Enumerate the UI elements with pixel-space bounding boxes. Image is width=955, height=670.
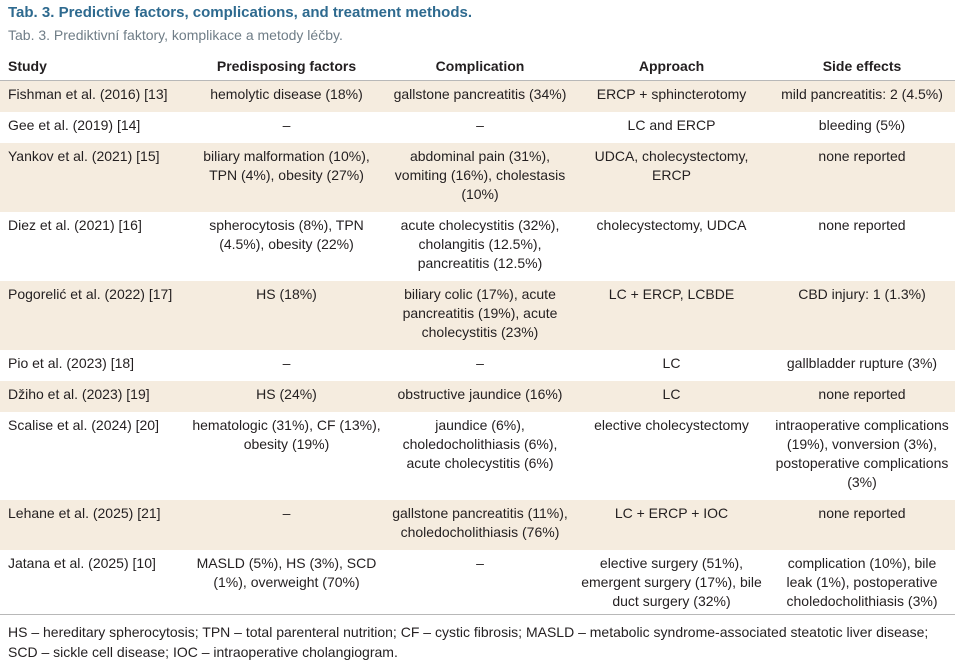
cell-study: Gee et al. (2019) [14]	[8, 117, 141, 133]
cell-study: Fishman et al. (2016) [13]	[0, 81, 187, 113]
column-header-complication: Complication	[386, 52, 574, 81]
column-header-study: Study	[0, 52, 187, 81]
cell-predisposing-factors: –	[282, 355, 291, 371]
cell-predisposing-factors: hematologic (31%), CF (13%), obesity (19%)	[192, 417, 381, 452]
cell-complication: –	[476, 117, 484, 133]
cell-study: Džiho et al. (2023) [19]	[0, 381, 187, 412]
table-row	[0, 350, 955, 381]
cell-complication: acute cholecystitis (32%), cholangitis (12.5%), pancreatitis (12.5%)	[400, 217, 560, 271]
cell-approach: elective cholecystectomy	[594, 417, 749, 433]
cell-study: Pio et al. (2023) [18]	[8, 355, 135, 371]
cell-predisposing-factors: biliary malformation (10%), TPN (4%), obesity (27%)	[187, 143, 386, 212]
cell-study: Pogorelić et al. (2022) [17]	[0, 281, 187, 350]
cell-side-effects: mild pancreatitis: 2 (4.5%)	[769, 81, 955, 113]
table-row	[0, 281, 955, 350]
cell-approach: UDCA, cholecystectomy, ERCP	[574, 143, 769, 212]
cell-side-effects: none reported	[818, 217, 906, 233]
cell-side-effects: bleeding (5%)	[818, 117, 906, 133]
cell-side-effects: CBD injury: 1 (1.3%)	[769, 281, 955, 350]
table-row	[0, 212, 955, 281]
cell-approach: LC	[574, 381, 769, 412]
table-footnote: HS – hereditary spherocytosis; TPN – total parenteral nutrition; CF – cystic fibrosis; MASLD – metabolic syndrome-associated steatotic liver disease; SCD – sickle cell disease; IOC – intraoperative cholangiogram.	[8, 624, 929, 660]
column-header-predisposing-factors: Predisposing factors	[187, 52, 386, 81]
cell-predisposing-factors: –	[282, 117, 291, 133]
cell-approach: cholecystectomy, UDCA	[596, 217, 747, 233]
cell-study: Lehane et al. (2025) [21]	[0, 500, 187, 550]
column-header-approach: Approach	[574, 52, 769, 81]
cell-predisposing-factors: spherocytosis (8%), TPN (4.5%), obesity (22%)	[209, 217, 364, 252]
cell-approach: LC + ERCP, LCBDE	[574, 281, 769, 350]
cell-approach: elective surgery (51%), emergent surgery (17%), bile duct surgery (32%)	[581, 555, 762, 609]
cell-side-effects: none reported	[769, 143, 955, 212]
cell-complication: biliary colic (17%), acute pancreatitis (19%), acute cholecystitis (23%)	[386, 281, 574, 350]
cell-approach: ERCP + sphincterotomy	[574, 81, 769, 113]
header-row	[0, 52, 955, 81]
cell-study: Jatana et al. (2025) [10]	[8, 555, 156, 571]
data-table	[0, 52, 955, 619]
cell-side-effects: intraoperative complications (19%), vonversion (3%), postoperative complications (3%)	[775, 417, 949, 490]
cell-complication: gallstone pancreatitis (34%)	[386, 81, 574, 113]
table-title: Tab. 3. Predictive factors, complications, and treatment methods.	[8, 4, 473, 21]
table-row	[0, 143, 955, 212]
table-row	[0, 500, 955, 550]
cell-predisposing-factors: HS (18%)	[187, 281, 386, 350]
table-row	[0, 550, 955, 619]
cell-side-effects: none reported	[769, 381, 955, 412]
table-row	[0, 81, 955, 113]
cell-approach: LC	[662, 355, 681, 371]
cell-side-effects: complication (10%), bile leak (1%), postoperative choledocholithiasis (3%)	[786, 555, 938, 609]
cell-complication: obstructive jaundice (16%)	[386, 381, 574, 412]
cell-study: Diez et al. (2021) [16]	[8, 217, 142, 233]
table-row	[0, 412, 955, 500]
cell-study: Scalise et al. (2024) [20]	[8, 417, 159, 433]
column-header-side-effects: Side effects	[769, 52, 955, 81]
cell-side-effects: gallbladder rupture (3%)	[786, 355, 938, 371]
bottom-divider	[0, 614, 955, 615]
cell-complication: –	[476, 555, 484, 571]
cell-side-effects: none reported	[769, 500, 955, 550]
table-row	[0, 112, 955, 143]
cell-complication: gallstone pancreatitis (11%), choledocholithiasis (76%)	[386, 500, 574, 550]
cell-study: Yankov et al. (2021) [15]	[0, 143, 187, 212]
cell-approach: LC and ERCP	[627, 117, 716, 133]
cell-complication: –	[476, 355, 484, 371]
cell-complication: jaundice (6%), choledocholithiasis (6%), acute cholecystitis (6%)	[402, 417, 558, 471]
cell-predisposing-factors: –	[187, 500, 386, 550]
table-subtitle: Tab. 3. Prediktivní faktory, komplikace a metody léčby.	[8, 27, 343, 43]
cell-approach: LC + ERCP + IOC	[574, 500, 769, 550]
cell-complication: abdominal pain (31%), vomiting (16%), cholestasis (10%)	[386, 143, 574, 212]
table-row	[0, 381, 955, 412]
cell-predisposing-factors: MASLD (5%), HS (3%), SCD (1%), overweight (70%)	[196, 555, 377, 590]
cell-predisposing-factors: hemolytic disease (18%)	[187, 81, 386, 113]
cell-predisposing-factors: HS (24%)	[187, 381, 386, 412]
